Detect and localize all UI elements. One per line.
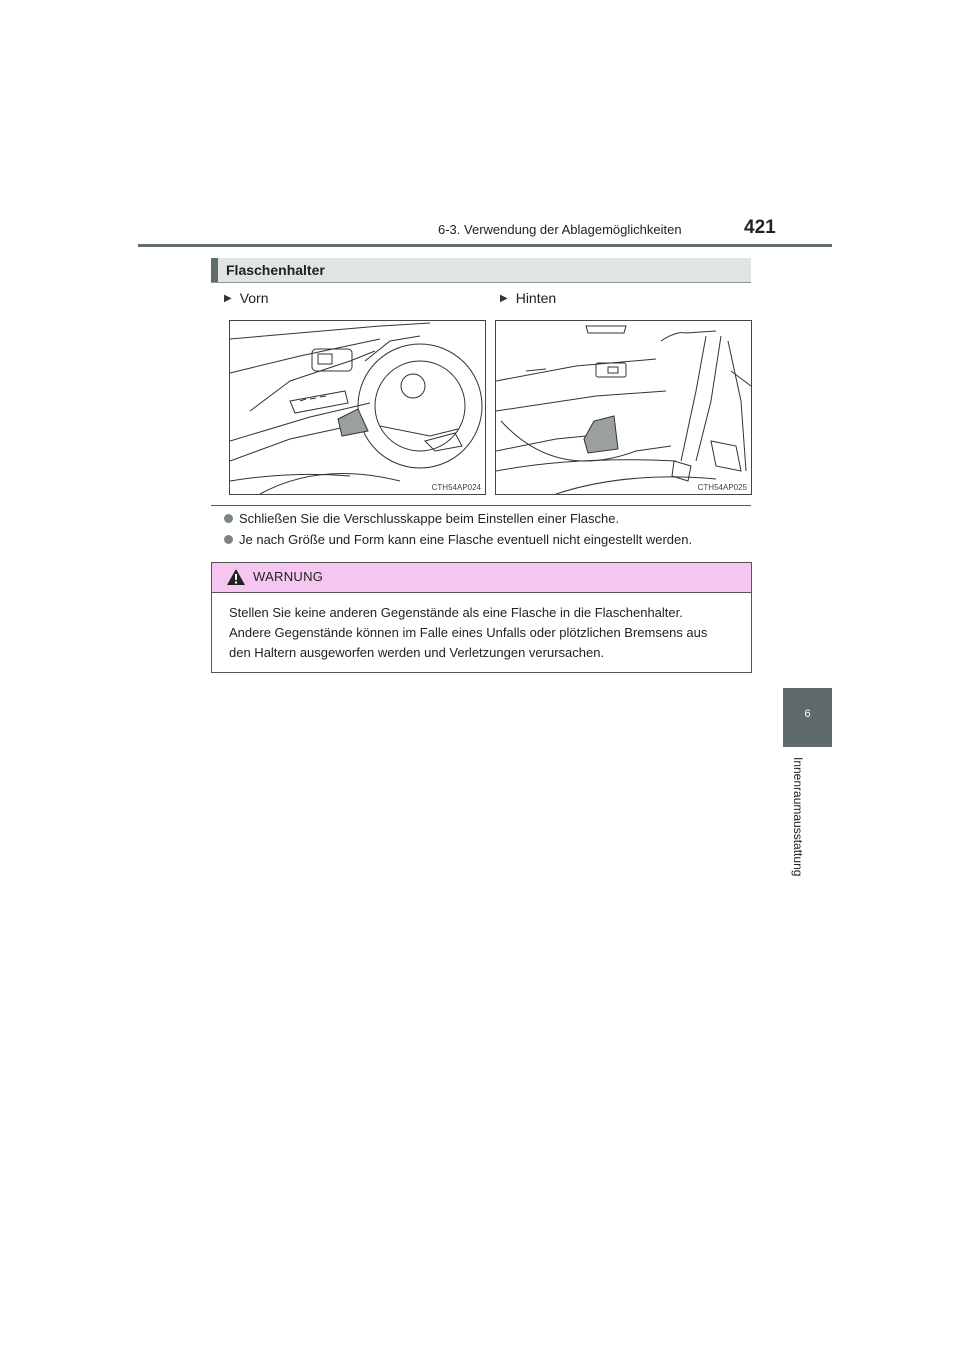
chapter-title: Innenraumausstattung: [791, 757, 805, 877]
page-number: 421: [744, 217, 776, 238]
warning-header: [212, 563, 751, 593]
figure-code-front: CTH54AP024: [431, 483, 481, 492]
chapter-title-wrap: [783, 757, 813, 887]
section-title: Flaschenhalter: [226, 262, 325, 278]
figure-front-bottle-holder: [229, 320, 486, 495]
figure-label-front: [224, 290, 269, 306]
warning-title: WARNUNG: [253, 569, 324, 584]
warning-text: [229, 603, 742, 663]
bullet-item: [224, 532, 692, 547]
figure-label-front-text: Vorn: [239, 290, 269, 306]
figure-label-rear-text: Hinten: [515, 290, 557, 306]
bullet-item: [224, 511, 619, 526]
bullet-text: Schließen Sie die Verschlusskappe beim Einstellen einer Flasche.: [239, 511, 620, 526]
running-header-section: 6-3. Verwendung der Ablagemöglichkeiten: [438, 222, 682, 237]
bullet-dot-icon: [224, 535, 233, 544]
triangle-right-icon: ▶: [224, 292, 232, 304]
bullet-text: Je nach Größe und Form kann eine Flasche eventuell nicht eingestellt werden.: [239, 532, 693, 547]
warning-triangle-icon: [226, 568, 246, 586]
warning-line: den Haltern ausgeworfen werden und Verletzungen verursachen.: [229, 645, 605, 660]
rear-door-illustration: [496, 321, 751, 494]
figure-label-rear: [500, 290, 556, 306]
header-rule: [138, 244, 832, 247]
bullet-dot-icon: [224, 514, 233, 523]
figure-code-rear: CTH54AP025: [697, 483, 747, 492]
front-door-illustration: [230, 321, 485, 494]
warning-box: [211, 562, 752, 673]
chapter-tab: [783, 688, 832, 747]
triangle-right-icon: ▶: [500, 292, 508, 304]
separator-rule: [211, 505, 751, 506]
warning-line: Andere Gegenstände können im Falle eines Unfalls oder plötzlichen Bremsens aus: [229, 625, 708, 640]
section-bar: [211, 258, 218, 282]
chapter-number: 6: [804, 708, 811, 720]
section-heading: [211, 258, 751, 283]
warning-line: Stellen Sie keine anderen Gegenstände als eine Flasche in die Flaschenhalter.: [229, 605, 683, 620]
figure-rear-bottle-holder: [495, 320, 752, 495]
